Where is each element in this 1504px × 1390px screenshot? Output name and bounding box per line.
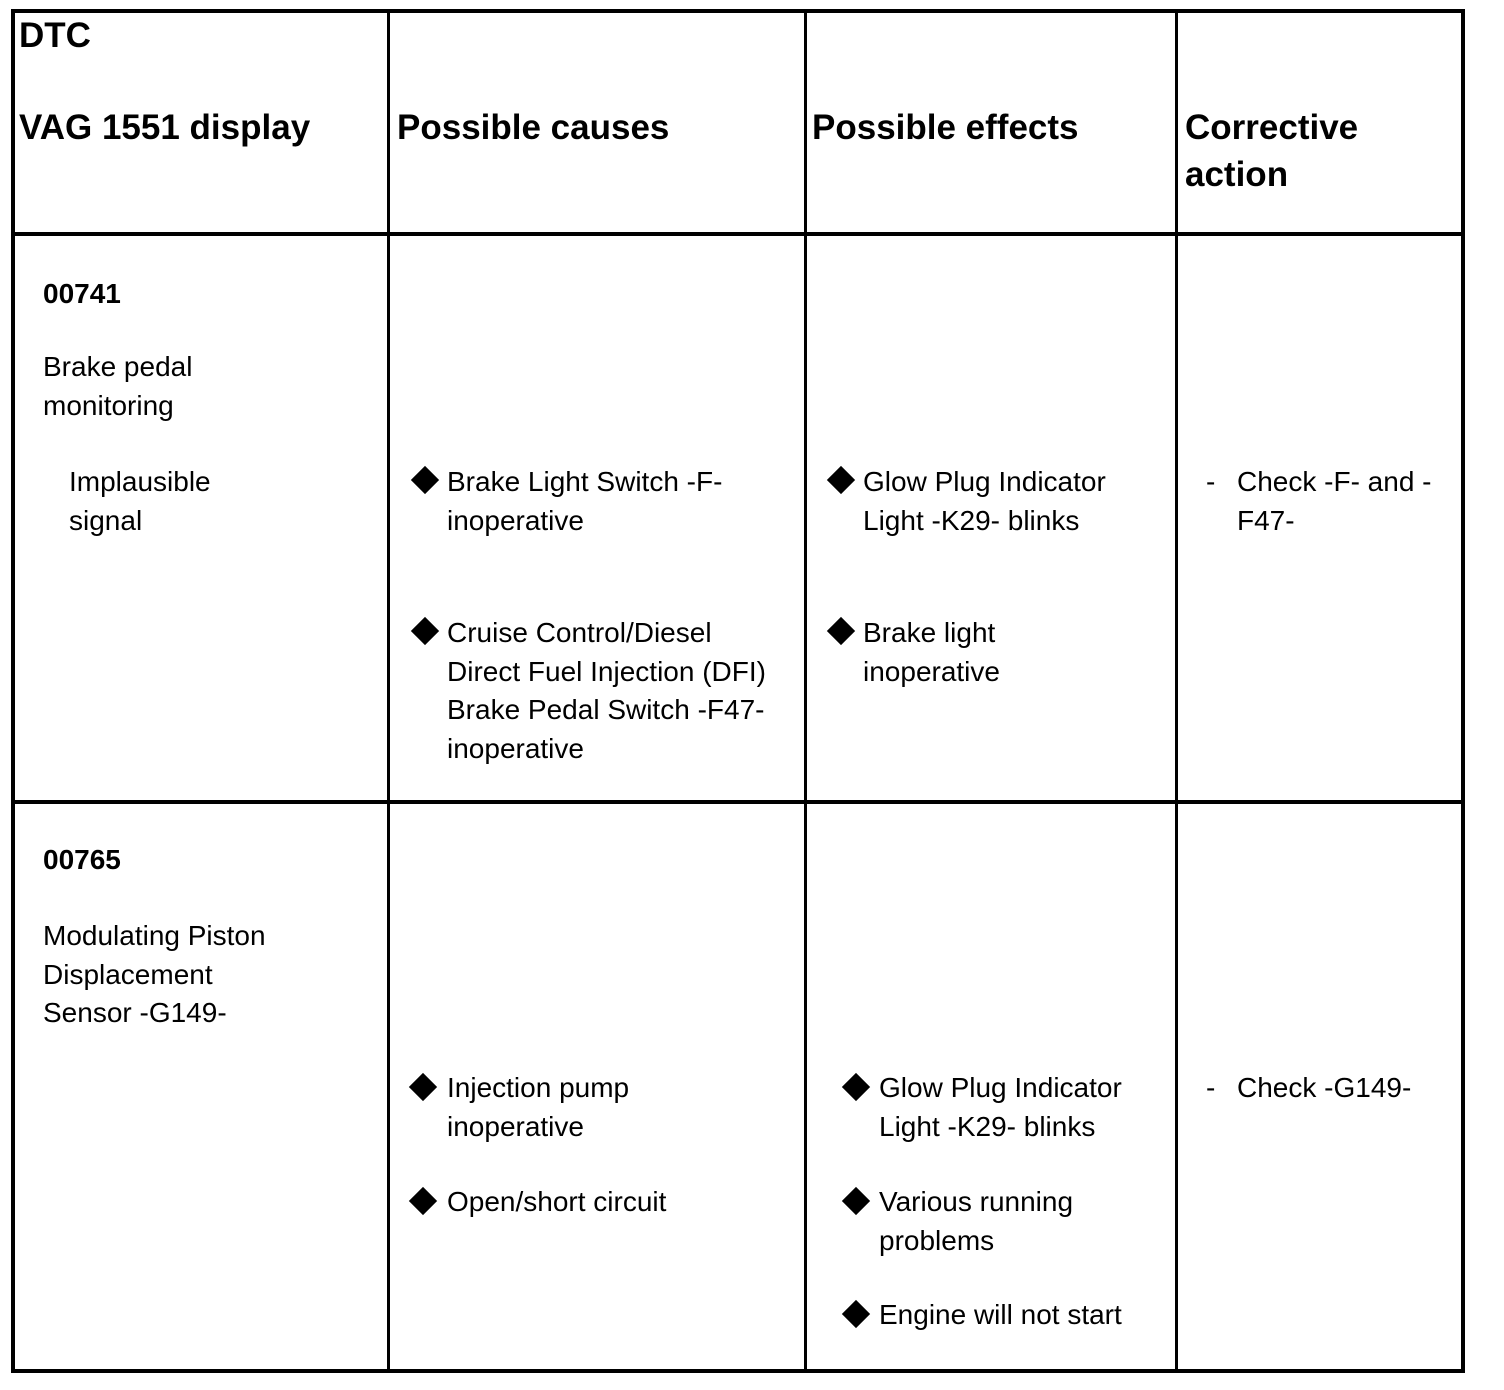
table-border-right	[1461, 9, 1465, 1373]
diamond-bullet-icon	[409, 1187, 437, 1215]
diamond-bullet-icon	[411, 617, 439, 645]
diamond-bullet-icon	[411, 466, 439, 494]
corrective-action: Check -F- and -F47-	[1237, 466, 1432, 536]
cause-item: Open/short circuit	[447, 1186, 667, 1217]
dtc-description: Brake pedal monitoring	[43, 351, 193, 421]
effect-item: Engine will not start	[879, 1299, 1122, 1330]
row-divider	[11, 800, 1465, 804]
table-border-top	[11, 9, 1465, 13]
diamond-bullet-icon	[827, 466, 855, 494]
dash-bullet: -	[1206, 1072, 1216, 1103]
dtc-condition: Implausible signal	[69, 466, 211, 536]
cause-item: Cruise Control/Diesel Direct Fuel Injection (DFI) Brake Pedal Switch -F47- inoperative	[447, 617, 766, 764]
header-vag-display: VAG 1551 display	[19, 108, 311, 147]
table-border-left	[11, 9, 15, 1373]
dtc-code: 00765	[43, 844, 121, 875]
header-possible-effects: Possible effects	[812, 108, 1079, 147]
corrective-action: Check -G149-	[1237, 1072, 1412, 1103]
column-divider-3	[1175, 9, 1178, 1373]
diamond-bullet-icon	[827, 617, 855, 645]
column-divider-1	[387, 9, 390, 1373]
header-action: action	[1185, 155, 1289, 194]
effect-item: Brake light inoperative	[863, 617, 1000, 687]
effect-item: Various running problems	[879, 1186, 1074, 1256]
dtc-description: Modulating Piston Displacement Sensor -G149-	[43, 920, 266, 1028]
diamond-bullet-icon	[409, 1073, 437, 1101]
table-border-bottom	[11, 1369, 1465, 1373]
diamond-bullet-icon	[842, 1187, 870, 1215]
effect-item: Glow Plug Indicator Light -K29- blinks	[879, 1072, 1122, 1142]
header-corrective: Corrective	[1185, 108, 1359, 147]
cause-item: Brake Light Switch -F- inoperative	[447, 466, 723, 536]
effect-item: Glow Plug Indicator Light -K29- blinks	[863, 466, 1106, 536]
diamond-bullet-icon	[842, 1300, 870, 1328]
cause-item: Injection pump inoperative	[447, 1072, 630, 1142]
header-possible-causes: Possible causes	[397, 108, 670, 147]
column-divider-2	[804, 9, 807, 1373]
header-dtc: DTC	[19, 16, 91, 55]
dtc-code: 00741	[43, 278, 121, 309]
diamond-bullet-icon	[842, 1073, 870, 1101]
dash-bullet: -	[1206, 466, 1216, 497]
header-divider	[11, 232, 1465, 236]
